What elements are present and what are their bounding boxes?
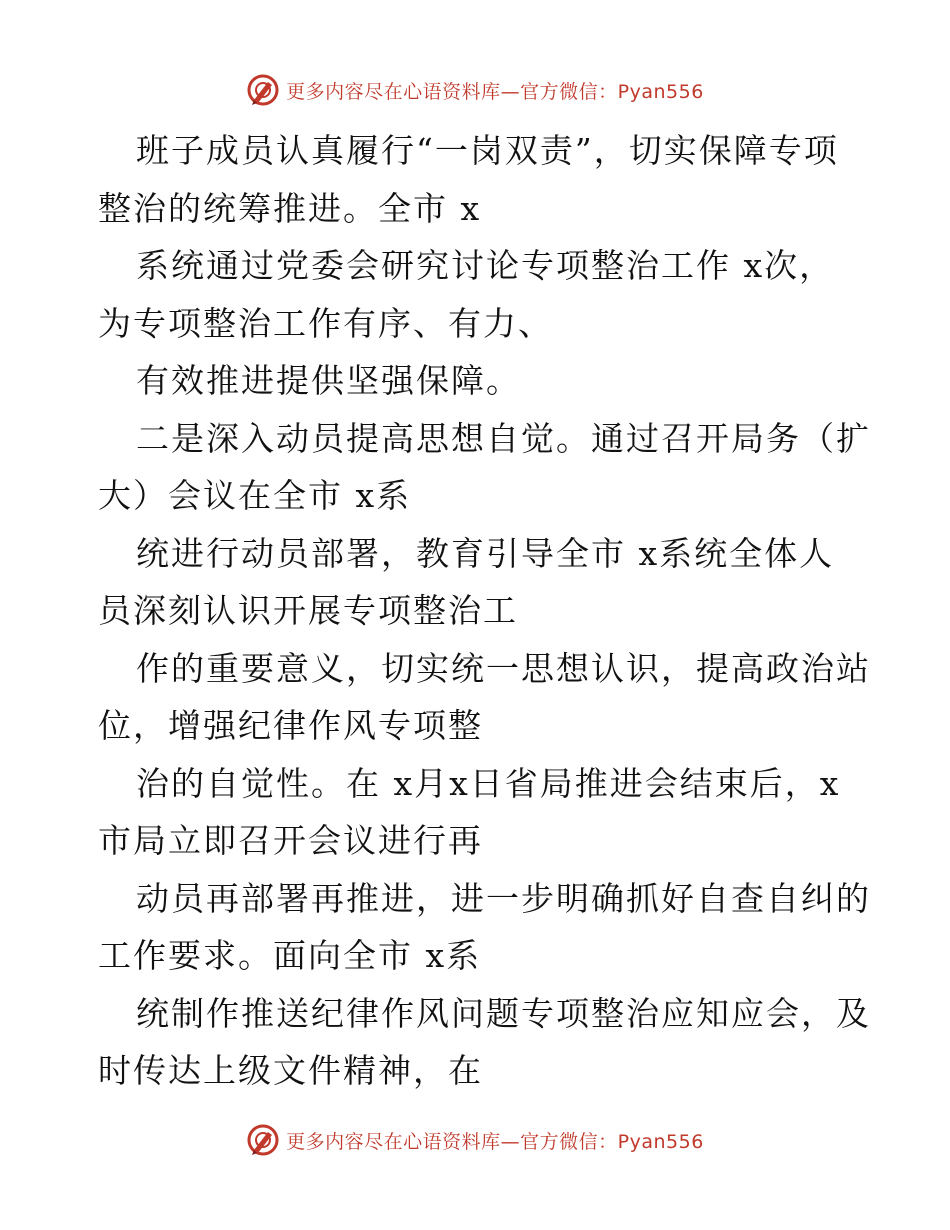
pen-logo-icon [246,73,280,107]
body-line: 为专项整治工作有序、有力、 [98,303,553,343]
body-line: 位，增强纪律作风专项整 [98,706,483,745]
body-line: 动员再部署再推进，进一步明确抓好自查自纠的 [136,878,871,918]
body-line: 统制作推送纪律作风问题专项整治应知应会，及 [136,993,871,1033]
body-line: 市局立即召开会议进行再 [98,821,483,860]
pen-logo-icon [246,1123,280,1157]
body-line: 治的自觉性。在 x月x日省局推进会结束后，x [136,763,841,803]
body-line: 时传达上级文件精神，在 [98,1051,483,1090]
body-line: 系统通过党委会研究讨论专项整治工作 x次， [136,246,835,285]
body-line: 有效推进提供坚强保障。 [136,361,521,400]
footer-watermark-text: 更多内容尽在心语资料库—官方微信：Pyan556 [286,1130,704,1153]
body-line: 员深刻认识开展专项整治工 [98,591,518,630]
body-line: 大）会议在全市 x系 [98,476,412,515]
body-line: 二是深入动员提高思想自觉。通过召开局务（扩 [136,418,871,458]
header-watermark-text: 更多内容尽在心语资料库—官方微信：Pyan556 [286,80,704,103]
body-line: 作的重要意义，切实统一思想认识，提高政治站 [136,648,871,688]
document-body [98,122,871,1100]
footer-watermark [0,1120,950,1160]
body-line: 整治的统筹推进。全市 x [98,188,482,228]
body-line: 班子成员认真履行“一岗双责”，切实保障专项 [136,131,839,170]
body-line: 统进行动员部署，教育引导全市 x系统全体人 [136,533,835,573]
header-watermark [0,70,950,110]
body-line: 工作要求。面向全市 x系 [98,936,482,975]
